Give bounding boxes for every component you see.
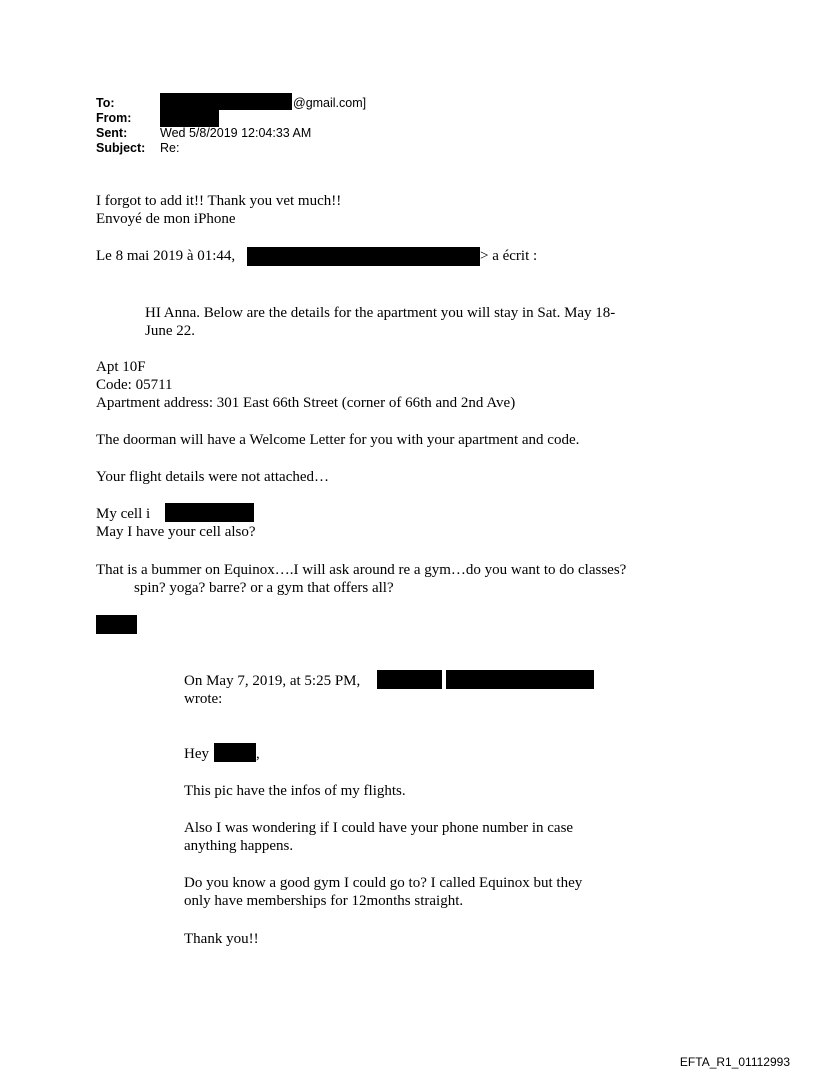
msg2-gym-line-1: That is a bummer on Equinox….I will ask around re a gym…do you want to do classes? <box>96 562 627 578</box>
msg2-gym-line-2: spin? yoga? barre? or a gym that offers all? <box>134 580 394 596</box>
redaction-signature <box>96 615 137 634</box>
email-header <box>96 96 145 156</box>
msg2-cell-ask: May I have your cell also? <box>96 524 256 540</box>
subject-row <box>96 141 145 156</box>
document-id: EFTA_R1_01112993 <box>679 1055 790 1069</box>
quote-suffix: > a écrit : <box>480 248 538 264</box>
msg2-apt: Apt 10F <box>96 359 146 375</box>
from-label: From: <box>96 111 132 125</box>
msg2-intro-line-1: HI Anna. Below are the details for the apartment you will stay in Sat. May 18- <box>145 305 616 321</box>
sent-label: Sent: <box>96 126 128 140</box>
msg1-phone-line-2: anything happens. <box>184 838 294 854</box>
msg1-header-line-1: On May 7, 2019, at 5:25 PM, <box>184 673 361 689</box>
msg2-code: Code: 05711 <box>96 377 173 393</box>
reply-line-1: I forgot to add it!! Thank you vet much!! <box>96 193 342 209</box>
msg2-cell-prefix: My cell i <box>96 506 151 522</box>
sent-row <box>96 126 145 141</box>
redaction-sender <box>247 247 480 266</box>
redaction-greeting-name <box>214 743 256 762</box>
from-row <box>96 111 145 126</box>
msg1-pic: This pic have the infos of my flights. <box>184 783 406 799</box>
msg1-greeting-suffix: , <box>256 746 260 762</box>
msg1-greeting-prefix: Hey <box>184 746 209 762</box>
msg1-gym-line-2: only have memberships for 12months straight. <box>184 893 464 909</box>
redaction-from <box>160 110 219 127</box>
msg2-intro-line-2: June 22. <box>145 323 195 339</box>
msg1-thanks: Thank you!! <box>184 931 259 947</box>
msg2-doorman: The doorman will have a Welcome Letter for you with your apartment and code. <box>96 432 580 448</box>
quote-prefix: Le 8 mai 2019 à 01:44, <box>96 248 236 264</box>
msg1-header-line-2: wrote: <box>184 691 223 707</box>
reply-line-2: Envoyé de mon iPhone <box>96 211 236 227</box>
to-label: To: <box>96 96 115 110</box>
msg1-phone-line-1: Also I was wondering if I could have your phone number in case <box>184 820 574 836</box>
to-row <box>96 96 145 111</box>
redaction-msg1-email <box>446 670 594 689</box>
sent-value: Wed 5/8/2019 12:04:33 AM <box>160 126 312 140</box>
msg2-address: Apartment address: 301 East 66th Street (corner of 66th and 2nd Ave) <box>96 395 516 411</box>
redaction-msg1-name <box>377 670 442 689</box>
to-value: @gmail.com] <box>293 96 367 110</box>
msg1-gym-line-1: Do you know a good gym I could go to? I called Equinox but they <box>184 875 583 891</box>
redaction-to <box>160 93 292 110</box>
subject-label: Subject: <box>96 141 146 155</box>
subject-value: Re: <box>160 141 180 155</box>
msg2-flight: Your flight details were not attached… <box>96 469 330 485</box>
redaction-cell <box>165 503 254 522</box>
